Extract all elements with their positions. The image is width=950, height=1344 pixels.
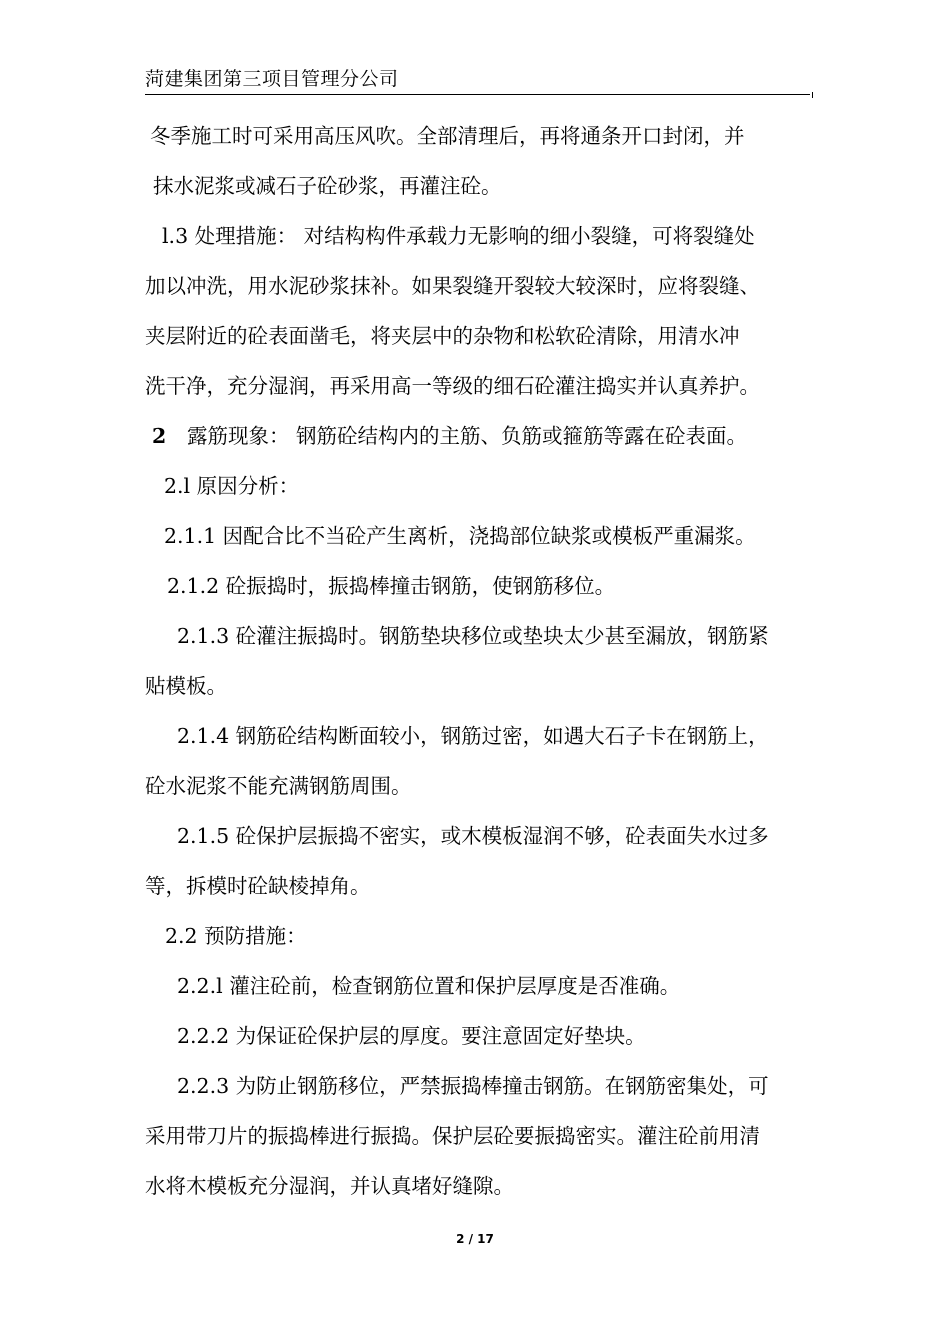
text-line: 2.2.l 灌注砼前，检查钢筋位置和保护层厚度是否准确。 <box>177 974 681 998</box>
subsection-heading: 2.2 预防措施： <box>165 924 307 948</box>
text-line: 加以冲洗，用水泥砂浆抹补。如果裂缝开裂较大较深时，应将裂缝、 <box>145 274 760 298</box>
subsection-heading: 2.l 原因分析： <box>164 474 300 498</box>
text-line: 采用带刀片的振捣棒进行振捣。保护层砼要振捣密实。灌注砼前用清 <box>145 1124 760 1148</box>
text-line: 夹层附近的砼表面凿毛，将夹层中的杂物和松软砼清除，用清水冲 <box>145 324 740 348</box>
text-line: 2.1.2 砼振捣时，振捣棒撞击钢筋，使钢筋移位。 <box>167 574 616 598</box>
section-number: 2 <box>152 424 167 448</box>
text-line: 贴模板。 <box>145 674 227 698</box>
text-line: 2.2.2 为保证砼保护层的厚度。要注意固定好垫块。 <box>177 1024 646 1048</box>
header-title: 菏建集团第三项目管理分公司 <box>145 68 399 90</box>
text-line: 2.1.4 钢筋砼结构断面较小，钢筋过密，如遇大石子卡在钢筋上， <box>177 724 769 748</box>
text-line: 抹水泥浆或减石子砼砂浆，再灌注砼。 <box>153 174 502 198</box>
text-line: 2.1.5 砼保护层振捣不密实，或木模板湿润不够，砼表面失水过多 <box>177 824 769 848</box>
text-line: 水将木模板充分湿润，并认真堵好缝隙。 <box>145 1174 514 1198</box>
text-line: 砼水泥浆不能充满钢筋周围。 <box>145 774 412 798</box>
text-line: 2.2.3 为防止钢筋移位，严禁振捣棒撞击钢筋。在钢筋密集处，可 <box>177 1074 769 1098</box>
section-heading: 露筋现象： 钢筋砼结构内的主筋、负筋或箍筋等露在砼表面。 <box>187 424 748 448</box>
text-line: 2.1.3 砼灌注振捣时。钢筋垫块移位或垫块太少甚至漏放，钢筋紧 <box>177 624 769 648</box>
text-line: 洗干净，充分湿润，再采用高一等级的细石砼灌注捣实并认真养护。 <box>145 374 760 398</box>
page-number: 2 / 17 <box>456 1232 494 1246</box>
text-line: 2.1.1 因配合比不当砼产生离析，浇捣部位缺浆或模板严重漏浆。 <box>164 524 756 548</box>
text-line: 等，拆模时砼缺棱掉角。 <box>145 874 371 898</box>
header-rule-end <box>812 92 813 98</box>
text-line: l.3 处理措施： 对结构构件承载力无影响的细小裂缝，可将裂缝处 <box>162 224 755 248</box>
page-header <box>145 62 810 95</box>
text-line: 冬季施工时可采用高压风吹。全部清理后，再将通条开口封闭，并 <box>150 124 745 148</box>
